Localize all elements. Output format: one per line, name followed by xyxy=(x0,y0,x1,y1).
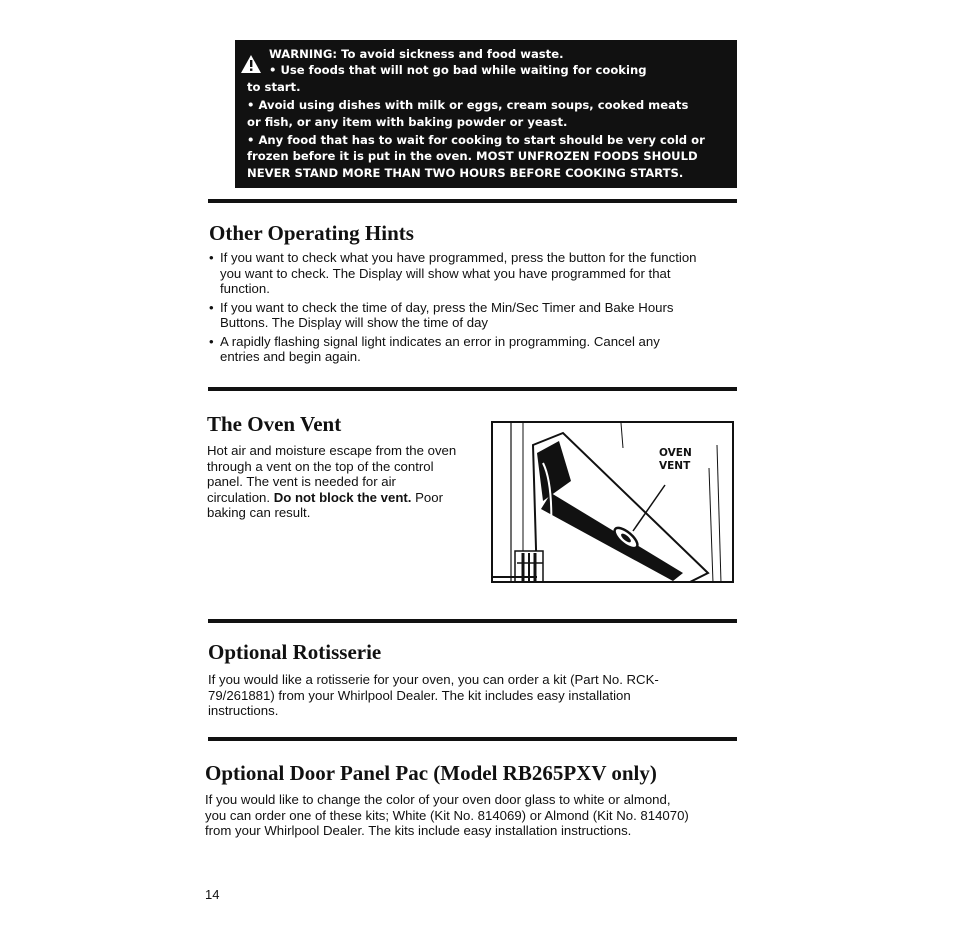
warning-bullet-3-line-3: NEVER STAND MORE THAN TWO HOURS BEFORE COOKING STARTS. xyxy=(247,165,684,180)
warning-triangle-icon xyxy=(240,54,262,74)
vent-label-line-1: OVEN xyxy=(659,447,692,459)
vent-description xyxy=(207,443,459,521)
warning-bullet-3-line-2: frozen before it is put in the oven. MOST UNFROZEN FOODS SHOULD xyxy=(247,149,698,164)
section-divider xyxy=(208,387,737,391)
list-item: • If you want to check the time of day, press the Min/Sec Timer and Bake Hours Buttons. The Display will show the time of day xyxy=(209,300,725,331)
hints-list xyxy=(209,250,729,368)
door-panel-heading: Optional Door Panel Pac (Model RB265PXV only) xyxy=(205,761,657,785)
vent-warning-text: Do not block the vent. xyxy=(273,489,412,505)
rotisserie-heading: Optional Rotisserie xyxy=(208,640,382,664)
rotisserie-text: If you would like a rotisserie for your oven, you can order a kit (Part No. RCK-79/261881) from your Whirlpool Dealer. The kit includes easy installation instructions. xyxy=(208,672,659,718)
oven-vent-label xyxy=(659,447,699,473)
section-divider xyxy=(208,737,737,741)
list-item: • A rapidly flashing signal light indicates an error in programming. Cancel any entries and begin again. xyxy=(209,334,700,365)
warning-title: WARNING: To avoid sickness and food waste. xyxy=(269,47,564,61)
section-divider xyxy=(208,199,737,203)
warning-bullet-1-line-2: to start. xyxy=(247,79,301,94)
warning-box xyxy=(235,40,737,188)
warning-bullet-2-line-2: or fish, or any item with baking powder or yeast. xyxy=(247,114,568,129)
warning-bullet-1-line-1: • Use foods that will not go bad while waiting for cooking xyxy=(269,63,647,78)
warning-bullet-2-line-1: • Avoid using dishes with milk or eggs, cream soups, cooked meats xyxy=(247,98,689,113)
section-divider xyxy=(208,619,737,623)
hints-heading: Other Operating Hints xyxy=(209,221,414,245)
vent-text-end: Poor baking can result. xyxy=(207,489,443,520)
vent-label-line-2: VENT xyxy=(659,460,691,472)
page-number: 14 xyxy=(205,887,220,902)
vent-text: Hot air and moisture escape from the oven through a vent on the top of the control panel. The vent is needed for air circulation. xyxy=(207,443,457,505)
door-panel-text: If you would like to change the color of your oven door glass to white or almond, you can order one of these kits; White (Kit No. 814069) or Almond (Kit No. 814070) from your Whirlpool Dealer. The kits include easy installation instructions. xyxy=(205,792,689,838)
oven-vent-illustration xyxy=(491,421,734,583)
warning-bullet-3-line-1: • Any food that has to wait for cooking to start should be very cold or xyxy=(247,133,705,148)
list-item: • If you want to check what you have programmed, press the button for the function you want to check. The Display will show what you have programmed for that function. xyxy=(209,250,700,297)
vent-heading: The Oven Vent xyxy=(207,412,342,436)
